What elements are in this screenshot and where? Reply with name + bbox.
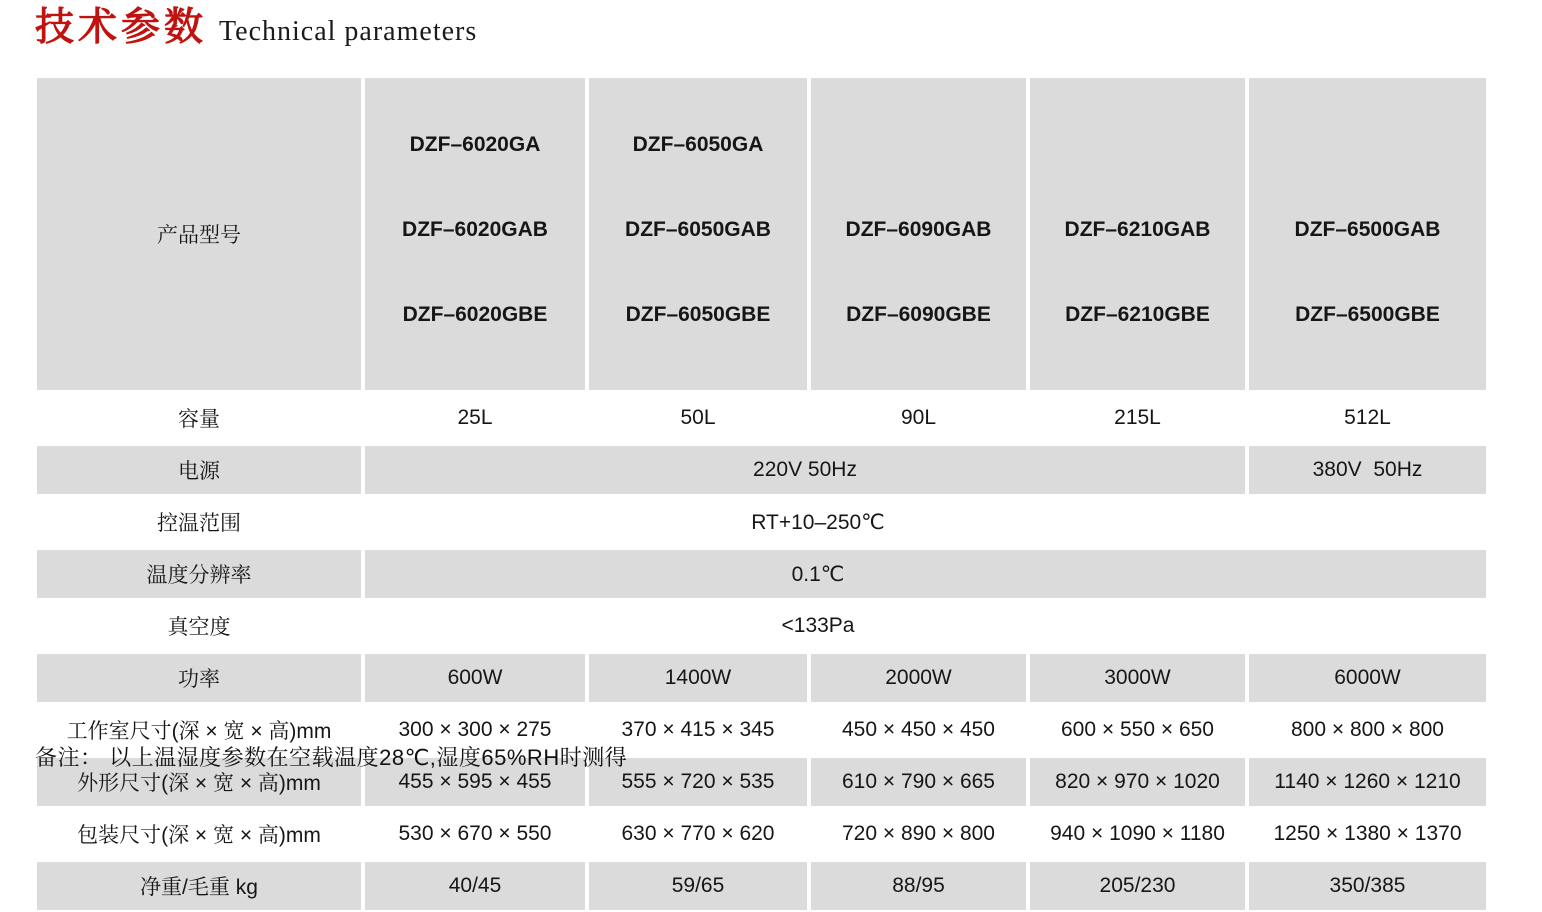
value-cell: 59/65 — [587, 860, 809, 912]
value-cell: 610 × 790 × 665 — [809, 756, 1028, 808]
row-label: 外形尺寸(深 × 宽 × 高)mm — [35, 756, 363, 808]
value-cell: 90L — [809, 392, 1028, 444]
value-cell: 380V 50Hz — [1247, 444, 1488, 496]
row-label: 功率 — [35, 652, 363, 704]
value-cell-merged: <133Pa — [363, 600, 1488, 652]
value-cell: 555 × 720 × 535 — [587, 756, 809, 808]
value-cell: 1400W — [587, 652, 809, 704]
model-cell: DZF–6050GA DZF–6050GAB DZF–6050GBE — [587, 76, 809, 392]
model-cell: DZF–6500GAB DZF–6500GBE — [1247, 76, 1488, 392]
value-cell: 6000W — [1247, 652, 1488, 704]
model-cell: DZF–6020GA DZF–6020GAB DZF–6020GBE — [363, 76, 587, 392]
value-cell: 40/45 — [363, 860, 587, 912]
value-cell: 50L — [587, 392, 809, 444]
page-title — [35, 4, 477, 52]
value-cell: 215L — [1028, 392, 1247, 444]
table-row-product-model — [35, 76, 1488, 392]
value-cell: 350/385 — [1247, 860, 1488, 912]
value-cell: 2000W — [809, 652, 1028, 704]
value-cell: 1140 × 1260 × 1210 — [1247, 756, 1488, 808]
value-cell-merged: 220V 50Hz — [363, 444, 1247, 496]
value-cell: 600 × 550 × 650 — [1028, 704, 1247, 756]
value-cell: 630 × 770 × 620 — [587, 808, 809, 860]
row-label: 真空度 — [35, 600, 363, 652]
value-cell: 940 × 1090 × 1180 — [1028, 808, 1247, 860]
value-cell: 450 × 450 × 450 — [809, 704, 1028, 756]
table-row-capacity — [35, 392, 1488, 444]
value-cell: 205/230 — [1028, 860, 1247, 912]
value-cell: 720 × 890 × 800 — [809, 808, 1028, 860]
value-cell: 600W — [363, 652, 587, 704]
value-cell: 25L — [363, 392, 587, 444]
table-row-packing-size — [35, 808, 1488, 860]
table-row-power-supply — [35, 444, 1488, 496]
value-cell-merged: RT+10–250℃ — [363, 496, 1488, 548]
table-row-vacuum-degree — [35, 600, 1488, 652]
row-label: 净重/毛重 kg — [35, 860, 363, 912]
row-label: 包装尺寸(深 × 宽 × 高)mm — [35, 808, 363, 860]
row-label: 控温范围 — [35, 496, 363, 548]
value-cell-merged: 0.1℃ — [363, 548, 1488, 600]
model-cell: DZF–6210GAB DZF–6210GBE — [1028, 76, 1247, 392]
row-label: 电源 — [35, 444, 363, 496]
table-row-power — [35, 652, 1488, 704]
table-row-weight — [35, 860, 1488, 912]
value-cell: 370 × 415 × 345 — [587, 704, 809, 756]
title-english: Technical parameters — [219, 16, 478, 47]
table-row-temp-resolution — [35, 548, 1488, 600]
value-cell: 530 × 670 × 550 — [363, 808, 587, 860]
row-label: 工作室尺寸(深 × 宽 × 高)mm — [35, 704, 363, 756]
footnote: 备注： 以上温湿度参数在空载温度28℃,湿度65%RH时测得 — [35, 745, 628, 770]
value-cell: 455 × 595 × 455 — [363, 756, 587, 808]
row-label: 容量 — [35, 392, 363, 444]
model-cell: DZF–6090GAB DZF–6090GBE — [809, 76, 1028, 392]
value-cell: 820 × 970 × 1020 — [1028, 756, 1247, 808]
title-chinese: 技术参数 — [35, 6, 208, 49]
table-row-temp-range — [35, 496, 1488, 548]
value-cell: 300 × 300 × 275 — [363, 704, 587, 756]
value-cell: 512L — [1247, 392, 1488, 444]
value-cell: 88/95 — [809, 860, 1028, 912]
value-cell: 1250 × 1380 × 1370 — [1247, 808, 1488, 860]
value-cell: 800 × 800 × 800 — [1247, 704, 1488, 756]
row-label: 温度分辨率 — [35, 548, 363, 600]
row-label: 产品型号 — [35, 76, 363, 392]
value-cell: 3000W — [1028, 652, 1247, 704]
